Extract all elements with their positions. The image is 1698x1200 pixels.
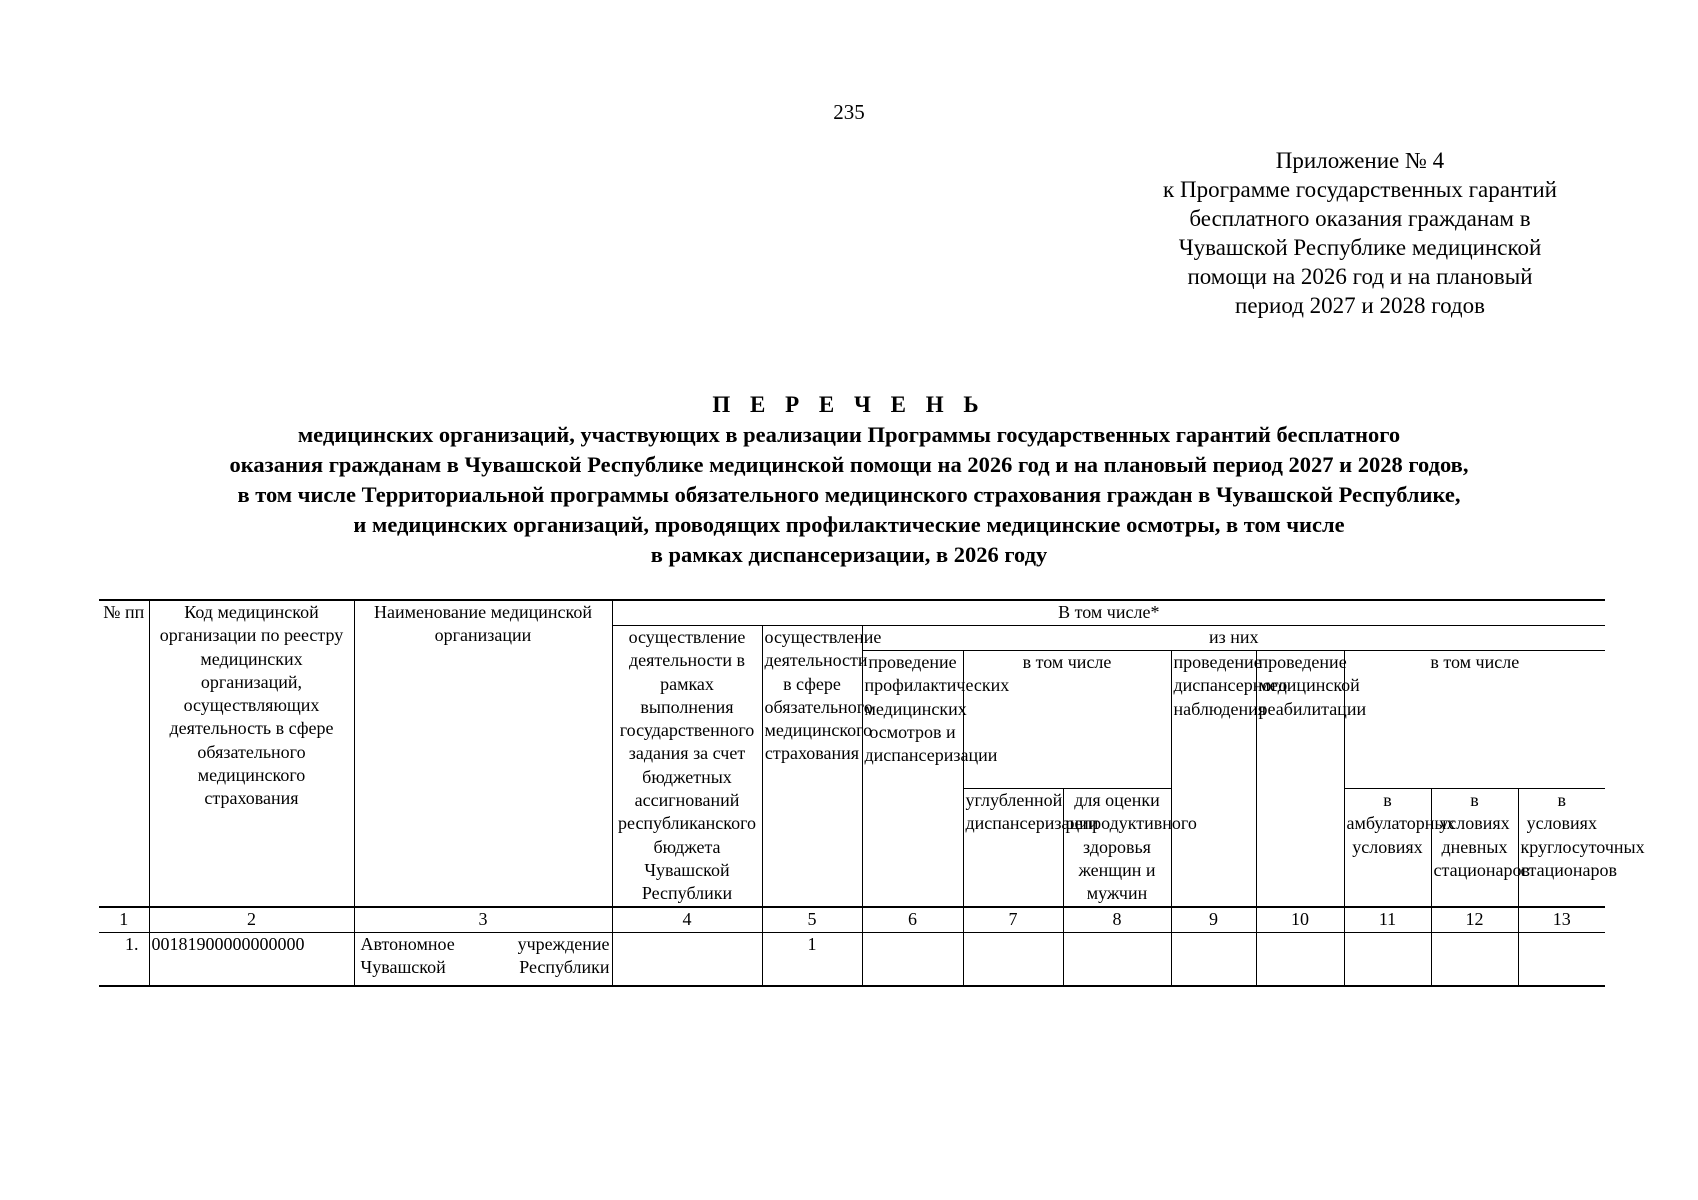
- organizations-table: [99, 599, 1645, 987]
- column-number: 2: [149, 907, 354, 933]
- row-num: 1.: [99, 932, 149, 986]
- row-org-name-line: Чувашской Республики: [360, 956, 610, 977]
- header-col5: осуществление деятельности в сфере обязательного медицинского страхования: [762, 626, 862, 907]
- header-num: № пп: [99, 600, 149, 907]
- title-subtitle: [0, 420, 1698, 570]
- appendix-line: к Программе государственных гарантий: [1163, 177, 1557, 202]
- row-col11: [1344, 932, 1431, 986]
- page-number: 235: [833, 100, 865, 124]
- document-title: [0, 390, 1698, 570]
- row-org-name-line: Автономное учреждение: [360, 933, 610, 954]
- header-of-them: из них: [862, 626, 1605, 651]
- title-line: в том числе Территориальной программы обязательного медицинского страхования граждан в Чувашской Республике,: [237, 482, 1461, 507]
- header-code: Код медицинской организации по реестру медицинских организаций, осуществляющих деятельность в сфере обязательного медицинского страхования: [149, 600, 354, 907]
- header-col8: для оценки репродуктивного здоровья женщин и мужчин: [1063, 789, 1171, 907]
- column-number: 9: [1171, 907, 1256, 933]
- row-col12: [1431, 932, 1518, 986]
- appendix-line: Чувашской Республике медицинской: [1178, 235, 1542, 260]
- header-col11: в амбулаторных условиях: [1344, 789, 1431, 907]
- row-col4: [612, 932, 762, 986]
- row-org-name: [354, 932, 612, 986]
- row-col5: 1: [762, 932, 862, 986]
- column-number: 1: [99, 907, 149, 933]
- header-col10: проведение медицинской реабилитации: [1256, 651, 1344, 907]
- appendix-note: [1110, 146, 1610, 320]
- table-row: [99, 932, 1605, 986]
- header-including: В том числе*: [612, 600, 1605, 626]
- appendix-line: бесплатного оказания гражданам в: [1189, 206, 1531, 231]
- appendix-line: помощи на 2026 год и на плановый: [1187, 264, 1533, 289]
- header-col4: осуществление деятельности в рамках выполнения государственного задания за счет бюджетных ассигнований республиканского бюджета Чувашской Республики: [612, 626, 762, 907]
- header-row: [99, 600, 1605, 626]
- column-number: 4: [612, 907, 762, 933]
- column-number: 8: [1063, 907, 1171, 933]
- header-col9: проведение диспансерного наблюдения: [1171, 651, 1256, 907]
- title-line: медицинских организаций, участвующих в реализации Программы государственных гарантий бесплатного: [297, 422, 1401, 447]
- header-including-b: в том числе: [1344, 651, 1605, 789]
- title-line: в рамках диспансеризации, в 2026 году: [650, 542, 1048, 567]
- row-col8: [1063, 932, 1171, 986]
- header-name: Наименование медицинской организации: [354, 600, 612, 907]
- header-col7: углубленной диспансеризации: [963, 789, 1063, 907]
- row-col10: [1256, 932, 1344, 986]
- column-number: 12: [1431, 907, 1518, 933]
- header-including-a: в том числе: [963, 651, 1171, 789]
- appendix-line: Приложение № 4: [1275, 148, 1445, 173]
- row-code: 00181900000000000: [149, 932, 354, 986]
- title-main: П Е Р Е Ч Е Н Ь: [712, 392, 986, 417]
- title-line: и медицинских организаций, проводящих профилактические медицинские осмотры, в том числе: [353, 512, 1345, 537]
- column-number: 5: [762, 907, 862, 933]
- column-number: 10: [1256, 907, 1344, 933]
- column-number: 13: [1518, 907, 1605, 933]
- column-number: 7: [963, 907, 1063, 933]
- row-col9: [1171, 932, 1256, 986]
- column-number: 3: [354, 907, 612, 933]
- appendix-line: период 2027 и 2028 годов: [1235, 293, 1485, 318]
- column-number: 11: [1344, 907, 1431, 933]
- row-col13: [1518, 932, 1605, 986]
- row-col6: [862, 932, 963, 986]
- column-number-row: [99, 907, 1605, 933]
- header-col12: в условиях дневных стационаров: [1431, 789, 1518, 907]
- column-number: 6: [862, 907, 963, 933]
- header-col6: проведение профилактических медицинских осмотров и диспансеризации: [862, 651, 963, 907]
- row-col7: [963, 932, 1063, 986]
- title-line: оказания гражданам в Чувашской Республике медицинской помощи на 2026 год и на плановый период 2027 и 2028 годов,: [229, 452, 1469, 477]
- header-col13: в условиях круглосуточных стационаров: [1518, 789, 1605, 907]
